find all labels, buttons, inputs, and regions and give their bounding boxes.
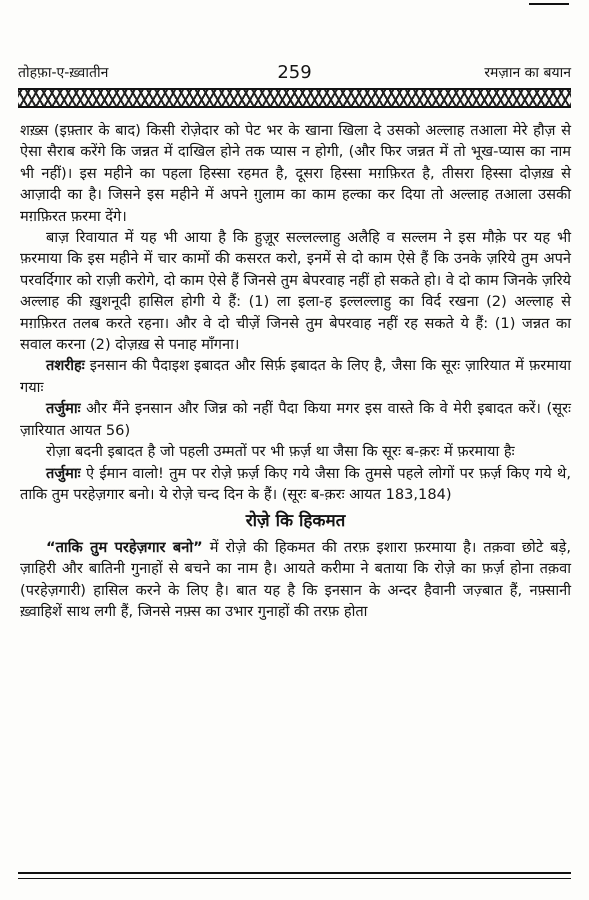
paragraph-label: तर्जुमाः <box>46 400 81 418</box>
paragraph <box>20 355 571 398</box>
page-header <box>18 60 571 86</box>
paragraph: शख़्स (इफ़्तार के बाद) किसी रोज़ेदार को पेट भर के खाना खिला दे उसको अल्लाह तआला मेरे हौज़ से ऐसा सैराब करेंगे कि जन्नत में दाखिल होने तक प्यास न होगी, (और फिर जन्नत में तो भूख-प्यास का नाम भी नहीं)। इस महीने का पहला हिस्सा रहमत है, दूसरा हिस्सा मग़फ़िरत है, तीसरा हिस्सा दोज़ख़ से आज़ादी का है। जिसने इस महीने में अपने ग़ुलाम का काम हल्का कर दिया तो अल्लाह तआला उसकी मग़फ़िरत फ़रमा देंगे। <box>20 122 571 225</box>
paragraph-label: तशरीहः <box>46 357 85 375</box>
paragraph-label: तर्जुमाः <box>46 464 81 482</box>
paragraph-text: और मैंने इनसान और जिन्न को नहीं पैदा किया मगर इस वास्ते कि वे मेरी इबादत करें। (सूरः ज़ारियात आयत 56) <box>20 400 571 439</box>
paragraph <box>20 537 571 623</box>
paragraph: रोज़ा बदनी इबादत है जो पहली उम्मतों पर भी फ़र्ज़ था जैसा कि सूरः ब-क़रः में फ़रमाया हैः <box>46 443 515 461</box>
paragraph-text: इनसान की पैदाइश इबादत और सिर्फ़ इबादत के लिए है, जैसा कि सूरः ज़ारियात में फ़रमाया गयाः <box>20 357 571 396</box>
page-number: 259 <box>277 62 312 83</box>
page-body <box>20 120 571 622</box>
book-title: तोहफ़ा-ए-ख़्वातीन <box>18 65 109 81</box>
section-heading: रोज़े कि हिकमत <box>245 511 346 532</box>
decorative-border <box>18 88 571 108</box>
chapter-title: रमज़ान का बयान <box>484 65 571 81</box>
paragraph <box>20 398 571 441</box>
paragraph-text: में रोज़े की हिकमत की तरफ़ इशारा फ़रमाया है। तक़वा छोटे बड़े, ज़ाहिरी और बातिनी गुनाहों से बचने का नाम है। आयते करीमा ने बताया कि रोज़े का फ़र्ज़ होना तक़वा (परहेज़गारी) हासिल करने के लिए है। बात यह है कि इनसान के अन्दर हैवानी जज़्बात हैं, नफ़्सानी ख़्वाहिशें साथ लगी हैं, जिनसे नफ़्स का उभार गुनाहों की तरफ़ होता <box>20 538 571 620</box>
paragraph <box>20 463 571 506</box>
paragraph-text: ऐ ईमान वालो! तुम पर रोज़े फ़र्ज़ किए गये जैसा कि तुमसे पहले लोगों पर फ़र्ज़ किए गये थे, ताकि तुम परहेज़गार बनो। ये रोज़े चन्द दिन के हैं। (सूरः ब-क़रः आयत 183,184) <box>20 464 571 503</box>
quote-text: “ताकि तुम परहेज़गार बनो” <box>46 538 203 556</box>
corner-mark <box>529 3 569 5</box>
paragraph: बाज़ रिवायात में यह भी आया है कि हुज़ूर सल्लल्लाहु अलैहि व सल्लम ने इस मौक़े पर यह भी फ़रमाया कि इस महीने में चार कामों की कसरत करो, इनमें से दो काम ऐसे हैं कि उनके ज़रिये तुम अपने परवर्दिगार को राज़ी करोगे, दो काम ऐसे हैं जिनसे तुम बेपरवाह नहीं हो सकते हो। वे दो काम जिनके ज़रिये अल्लाह की ख़ुशनूदी हासिल होगी ये हैं: (1) ला इला-ह इल्लल्लाहु का विर्द रखना (2) अल्लाह से मग़फ़िरत तलब करते रहना। और वे दो चीज़ें जिनसे तुम बेपरवाह नहीं रह सकते ये हैं: (1) जन्नत का सवाल करना (2) दोज़ख़ से पनाह माँगना। <box>20 229 571 354</box>
footer-rule <box>18 872 571 879</box>
